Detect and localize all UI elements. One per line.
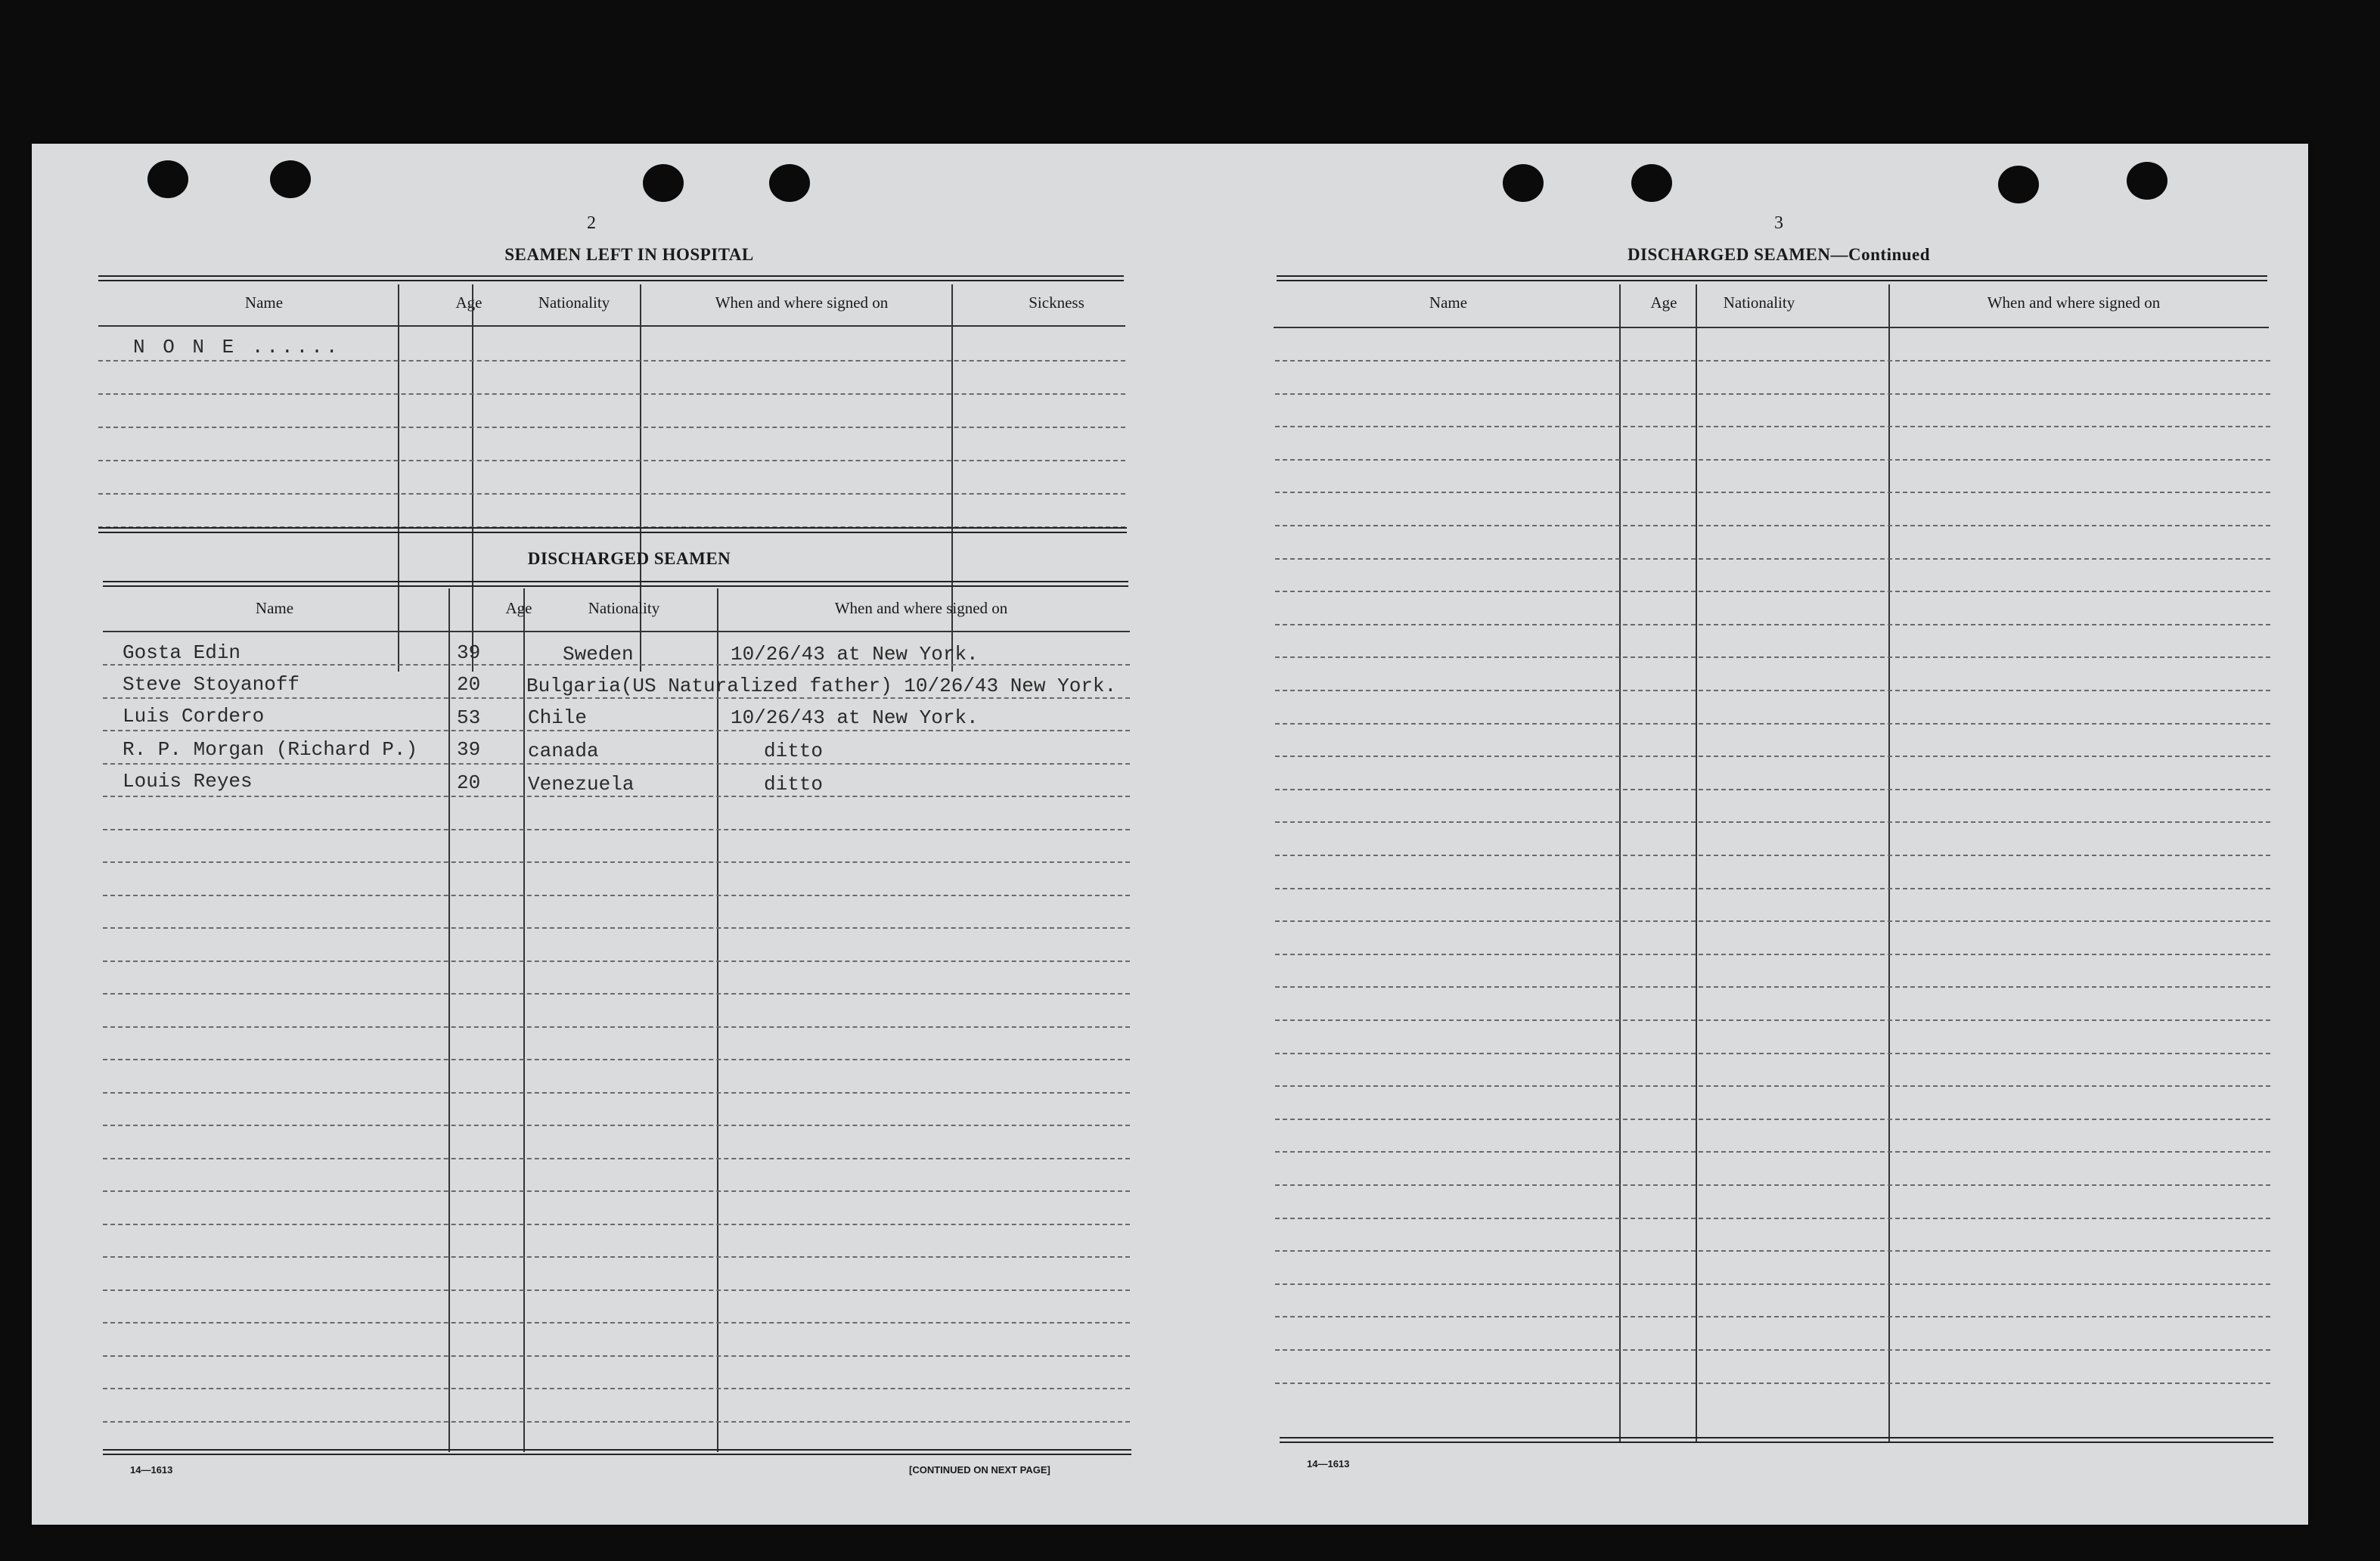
left-page bbox=[32, 144, 1166, 1525]
hospital-header-sickness: Sickness bbox=[1029, 293, 1084, 312]
header-name: Name bbox=[1429, 293, 1468, 312]
row-line bbox=[1275, 492, 2270, 493]
row-line bbox=[103, 730, 1130, 731]
row-line bbox=[103, 895, 1130, 896]
row-line bbox=[103, 993, 1130, 995]
seaman-name: Gosta Edin bbox=[123, 641, 241, 664]
seaman-nationality: Bulgaria(US Naturalized father) 10/26/43 New York. bbox=[526, 675, 1117, 697]
row-line bbox=[1275, 855, 2270, 856]
row-line bbox=[103, 861, 1130, 863]
rule bbox=[1274, 327, 2269, 328]
row-line bbox=[1275, 1218, 2270, 1219]
row-line bbox=[1275, 1053, 2270, 1054]
hospital-header-name: Name bbox=[244, 293, 284, 312]
document-sheet bbox=[32, 144, 2308, 1525]
continued-note: [CONTINUED ON NEXT PAGE] bbox=[909, 1464, 1050, 1476]
form-number: 14—1613 bbox=[130, 1464, 173, 1476]
rule bbox=[103, 631, 1130, 632]
rule bbox=[1277, 275, 2267, 281]
row-line bbox=[103, 1256, 1130, 1258]
rule bbox=[98, 275, 1124, 281]
rule bbox=[103, 1449, 1131, 1455]
column-divider bbox=[1619, 284, 1621, 1442]
row-line bbox=[1275, 789, 2270, 790]
seaman-age: 39 bbox=[457, 641, 481, 664]
row-line bbox=[103, 1158, 1130, 1159]
right-page bbox=[1166, 144, 2308, 1525]
title-main: DISCHARGED SEAMEN bbox=[1627, 245, 1831, 264]
row-line bbox=[103, 796, 1130, 797]
row-line bbox=[103, 829, 1130, 830]
row-line bbox=[1275, 525, 2270, 526]
row-line bbox=[103, 1355, 1130, 1357]
row-line bbox=[98, 360, 1125, 362]
row-line bbox=[1275, 1283, 2270, 1285]
seaman-nationality: Venezuela bbox=[528, 773, 635, 796]
row-line bbox=[1275, 1250, 2270, 1252]
row-line bbox=[1275, 459, 2270, 461]
row-line bbox=[103, 1092, 1130, 1094]
row-line bbox=[1275, 1019, 2270, 1021]
seaman-signed-on: 10/26/43 at New York. bbox=[731, 706, 979, 729]
row-line bbox=[103, 1322, 1130, 1324]
row-line bbox=[103, 1421, 1130, 1423]
row-line bbox=[1275, 756, 2270, 757]
seaman-name: Luis Cordero bbox=[123, 705, 265, 728]
title-suffix: —Continued bbox=[1830, 245, 1931, 264]
discharged-header-nationality: Nationality bbox=[588, 599, 660, 617]
row-line bbox=[1275, 591, 2270, 592]
row-line bbox=[103, 1059, 1130, 1060]
row-line bbox=[1275, 1349, 2270, 1351]
row-line bbox=[1275, 426, 2270, 427]
row-line bbox=[103, 1026, 1130, 1028]
column-divider bbox=[1888, 284, 1890, 1442]
row-line bbox=[103, 763, 1130, 765]
row-line bbox=[1275, 624, 2270, 625]
row-line bbox=[103, 1190, 1130, 1192]
row-line bbox=[1275, 360, 2270, 362]
discharged-section-title: DISCHARGED SEAMEN bbox=[527, 549, 731, 568]
seaman-nationality: Chile bbox=[528, 706, 588, 729]
row-line bbox=[1275, 1151, 2270, 1153]
seaman-name: Steve Stoyanoff bbox=[123, 673, 300, 696]
row-line bbox=[103, 927, 1130, 929]
row-line bbox=[1275, 986, 2270, 988]
row-line bbox=[98, 427, 1125, 428]
discharged-continued-title bbox=[1537, 245, 2021, 265]
row-line bbox=[103, 1388, 1130, 1389]
row-line bbox=[1275, 1383, 2270, 1384]
hospital-header-nationality: Nationality bbox=[538, 293, 610, 312]
seaman-signed-on: 10/26/43 at New York. bbox=[731, 643, 979, 666]
row-line bbox=[1275, 1085, 2270, 1087]
header-nationality: Nationality bbox=[1723, 293, 1795, 312]
row-line bbox=[1275, 1316, 2270, 1317]
row-line bbox=[98, 493, 1125, 495]
page-number: 2 bbox=[587, 213, 596, 233]
seaman-name: Louis Reyes bbox=[123, 770, 253, 793]
rule bbox=[98, 527, 1127, 533]
row-line bbox=[1275, 723, 2270, 725]
row-line bbox=[1275, 920, 2270, 922]
row-line bbox=[103, 1289, 1130, 1291]
hospital-entry: N O N E ...... bbox=[133, 336, 341, 358]
row-line bbox=[1275, 393, 2270, 395]
page-number: 3 bbox=[1774, 213, 1783, 233]
rule bbox=[98, 325, 1125, 327]
row-line bbox=[1275, 1119, 2270, 1120]
hospital-header-signed-on: When and where signed on bbox=[715, 293, 889, 312]
row-line bbox=[1275, 888, 2270, 889]
row-line bbox=[103, 960, 1130, 962]
row-line bbox=[1275, 821, 2270, 823]
seaman-age: 39 bbox=[457, 738, 481, 761]
row-line bbox=[1275, 1184, 2270, 1186]
form-number: 14—1613 bbox=[1307, 1458, 1350, 1469]
row-line bbox=[1275, 690, 2270, 691]
discharged-header-name: Name bbox=[255, 599, 294, 617]
seaman-name: R. P. Morgan (Richard P.) bbox=[123, 738, 418, 761]
header-age: Age bbox=[1650, 293, 1677, 312]
row-line bbox=[103, 1125, 1130, 1126]
discharged-header-signed-on: When and where signed on bbox=[834, 599, 1008, 617]
row-line bbox=[98, 460, 1125, 461]
seaman-age: 53 bbox=[457, 706, 481, 729]
row-line bbox=[1275, 954, 2270, 955]
header-signed-on: When and where signed on bbox=[1987, 293, 2161, 312]
row-line bbox=[1275, 558, 2270, 560]
row-line bbox=[98, 393, 1125, 395]
row-line bbox=[1275, 656, 2270, 658]
hospital-header-age: Age bbox=[455, 293, 483, 312]
rule bbox=[1280, 1437, 2273, 1443]
column-divider bbox=[1696, 284, 1697, 1442]
seaman-nationality: canada bbox=[528, 740, 599, 762]
discharged-header-age: Age bbox=[505, 599, 532, 617]
seaman-age: 20 bbox=[457, 771, 481, 794]
seaman-nationality: Sweden bbox=[563, 643, 634, 666]
seaman-signed-on: ditto bbox=[764, 773, 824, 796]
seaman-signed-on: ditto bbox=[764, 740, 824, 762]
rule bbox=[103, 581, 1128, 587]
row-line bbox=[103, 1224, 1130, 1225]
seaman-age: 20 bbox=[457, 673, 481, 696]
hospital-section-title: SEAMEN LEFT IN HOSPITAL bbox=[504, 245, 754, 264]
